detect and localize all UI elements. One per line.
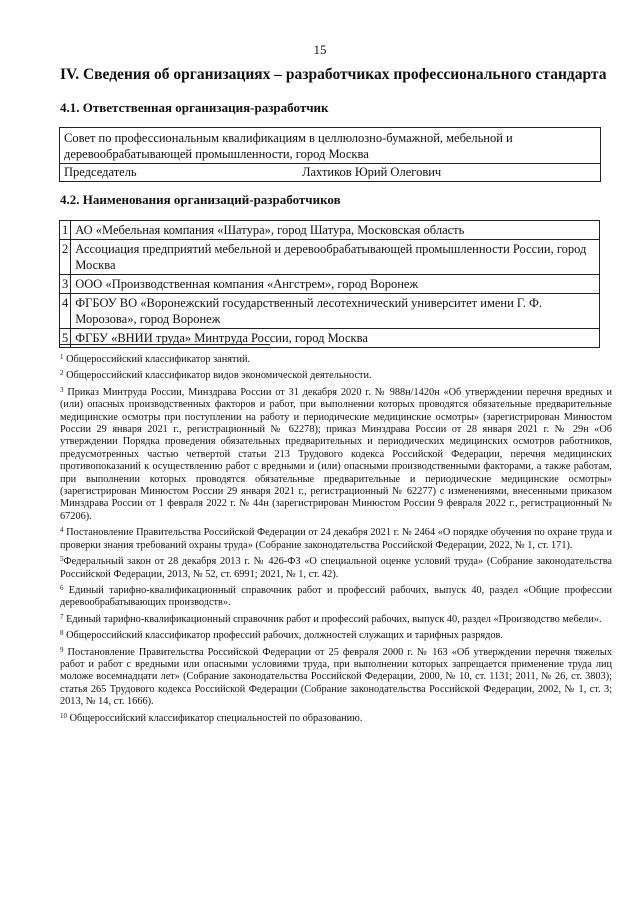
org-name: ФГБОУ ВО «Воронежский государственный лесотехнический университет имени Г. Ф. Морозова», город Воронеж — [71, 294, 600, 329]
org-name: АО «Мебельная компания «Шатура», город Шатура, Московская область — [71, 221, 600, 240]
footnote-mark: 9 — [60, 645, 64, 654]
footnote-mark: 3 — [60, 385, 64, 394]
responsible-org-heading: 4.1. Ответственная организация-разработчик — [60, 100, 329, 115]
table-row — [60, 240, 600, 275]
footnote-text: Постановление Правительства Российской Федерации от 24 декабря 2021 г. № 2464 «О порядке обучения по охране труда и проверки знания требований охраны труда» (Собрание законодательства Российской Федерации, 2022, № 1, ст. 171). — [60, 527, 613, 551]
footnote — [60, 611, 612, 626]
footnote-text: Общероссийский классификатор занятий. — [66, 354, 251, 365]
row-number: 5 — [60, 329, 71, 348]
footnote — [60, 710, 612, 725]
footnote-mark: 4 — [60, 526, 64, 535]
footnote-mark: 6 — [60, 583, 64, 592]
footnote — [60, 351, 612, 366]
footnote-mark: 10 — [60, 711, 67, 720]
footnote-mark: 7 — [60, 612, 64, 621]
footnote — [60, 644, 612, 709]
org-name: Ассоциация предприятий мебельной и деревообрабатывающей промышленности России, город Москва — [71, 240, 600, 275]
footnote — [60, 384, 612, 523]
footnote-text: Общероссийский классификатор видов экономической деятельности. — [66, 370, 372, 382]
developer-orgs-heading: 4.2. Наименования организаций-разработчиков — [60, 192, 341, 207]
footnote-mark: 1 — [60, 353, 64, 361]
row-number: 4 — [60, 294, 71, 329]
footnote-separator — [60, 344, 270, 345]
footnote-text: Единый тарифно-квалификационный справочник работ и профессий рабочих, выпуск 40, раздел «Общие профессии деревообрабатывающих производств». — [60, 584, 612, 609]
footnote — [60, 627, 612, 642]
footnote-text: Приказ Минтруда России, Минздрава России от 31 декабря 2020 г. № 988н/1420н «Об утверждении перечня вредных и (или) опасных производственных факторов и работ, при выполнении которых проводятся обязательные предварительные медицинские осмотры при поступлении на работу и периодические медицинские осмотры» (зарегистрирован Минюстом России 29 января 2021 г., регистрационный № 62278); приказ Минздрава России от 28 января 2021 г. № 29н «Об утверждении Порядка проведения обязательных предварительных и периодических медицинских осмотров работников, предусмотренных частью четвертой статьи 213 Трудового кодекса Российской Федерации, перечня медицинских противопоказаний к осуществлению работ с вредными и (или) опасными производственными факторами, а также работам, при выполнении которых проводятся обязательные предварительные и периодические медицинские осмотры» (зарегистрирован Минюстом России 29 января 2021 г., регистрационный № 62277) с изменениями, внесенными приказом Минздрава России от 1 февраля 2022 г. № 44н (зарегистрирован Минюстом России 9 февраля 2022 г., регистрационный № 67206). — [60, 386, 612, 522]
responsible-role: Председатель — [64, 165, 137, 179]
table-row — [60, 221, 600, 240]
footnotes — [60, 351, 612, 726]
footnote-text: Единый тарифно-квалификационный справочник работ и профессий рабочих, выпуск 40, раздел «Производство мебели». — [66, 613, 602, 625]
responsible-org-table — [59, 127, 601, 182]
row-number: 2 — [60, 240, 71, 275]
footnote-text: Общероссийский классификатор профессий рабочих, должностей служащих и тарифных разрядов. — [66, 630, 503, 642]
section-title: IV. Сведения об организациях – разработчиках профессионального стандарта — [60, 66, 607, 83]
developer-orgs-table — [59, 220, 600, 348]
row-number: 3 — [60, 275, 71, 294]
responsible-person-row — [60, 164, 600, 181]
footnote-text: Постановление Правительства Российской Федерации от 25 февраля 2000 г. № 163 «Об утверждении перечня тяжелых работ и работ с вредными или опасными условиями труда, при выполнении которых запрещается применение труда лиц моложе восемнадцати лет» (Собрание законодательства Российской Федерации, 2000, № 10, ст. 1131; 2011, № 26, ст. 3803); статья 265 Трудового кодекса Российской Федерации (Собрание законодательства Российской Федерации, 2002, № 1, ст. 3; 2013, № 14, ст. 1666). — [60, 646, 612, 708]
table-row — [60, 275, 600, 294]
row-number: 1 — [60, 221, 71, 240]
footnote — [60, 553, 612, 581]
org-name: ООО «Производственная компания «Ангстрем», город Воронеж — [71, 275, 600, 294]
org-name: ФГБУ «ВНИИ труда» Минтруда России, город Москва — [71, 329, 600, 348]
table-row — [60, 294, 600, 329]
footnote — [60, 524, 612, 552]
responsible-org-name: Совет по профессиональным квалификациям в целлюлозно-бумажной, мебельной и деревообрабатывающей промышленности, город Москва — [60, 128, 600, 164]
footnote-mark: 5 — [60, 555, 64, 564]
footnote-text: Федеральный закон от 28 декабря 2013 г. № 426-ФЗ «О специальной оценке условий труда» (Собрание законодательства Российской Федерации, 2013, № 52, ст. 6991; 2021, № 1, ст. 42). — [60, 556, 612, 580]
footnote-mark: 8 — [60, 629, 64, 638]
footnote — [60, 367, 612, 382]
footnote — [60, 582, 612, 610]
page-number: 15 — [313, 42, 327, 57]
footnote-mark: 2 — [60, 369, 64, 378]
responsible-person: Лахтиков Юрий Олегович — [302, 165, 442, 179]
footnote-text: Общероссийский классификатор специальностей по образованию. — [69, 712, 363, 724]
